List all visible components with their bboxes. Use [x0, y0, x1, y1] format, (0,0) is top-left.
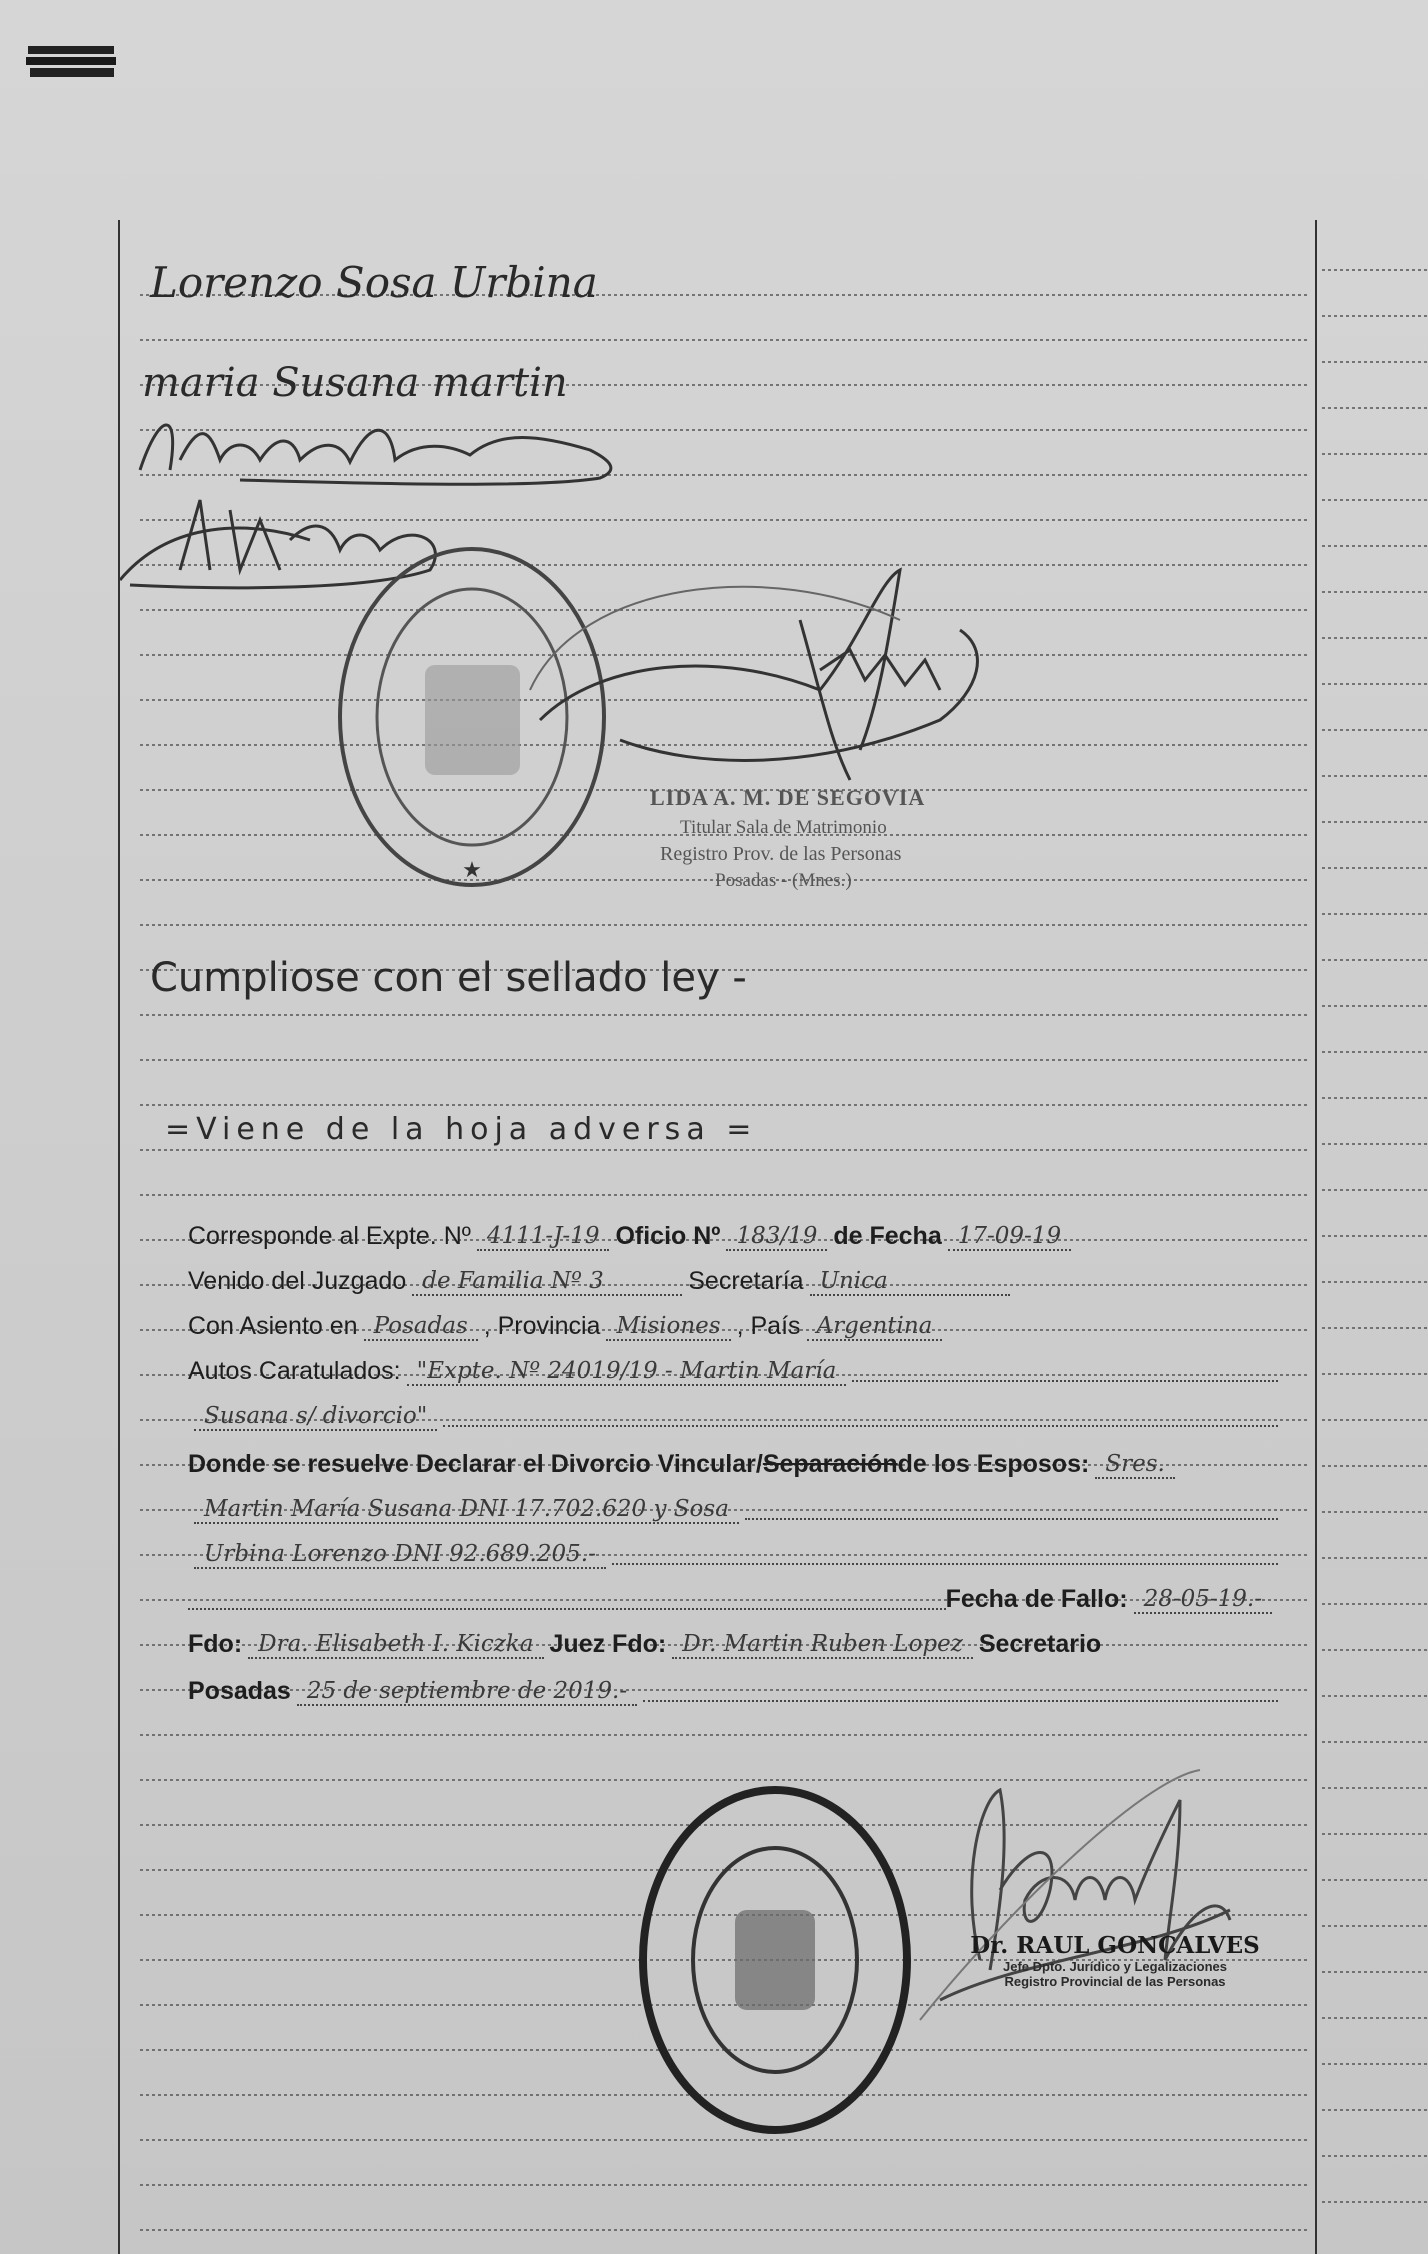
goncalves-block [955, 1932, 1275, 1989]
goncalves-name: Dr. RAUL GONCALVES [970, 1932, 1260, 1959]
form-row-firmas [188, 1623, 1278, 1659]
value-expte: 4111-J-19 [477, 1223, 610, 1251]
label-oficio: Oficio Nº [615, 1222, 721, 1250]
label-fecha: de Fecha [833, 1222, 942, 1250]
value-secretario: Dr. Martin Ruben Lopez [672, 1631, 973, 1659]
label-fdo: Fdo: [188, 1630, 243, 1658]
value-provincia: Misiones [606, 1313, 730, 1341]
label-secretaria: Secretaría [688, 1267, 804, 1295]
label-juez: Juez Fdo: [549, 1630, 667, 1658]
value-juzgado: de Familia Nº 3 [412, 1268, 682, 1296]
dotted-leader [643, 1699, 1278, 1702]
form-row-asiento [188, 1305, 1278, 1341]
signature-maria-text: maria Susana martin [142, 360, 568, 406]
label-provincia: , Provincia [483, 1312, 601, 1340]
value-secretaria: Unica [810, 1268, 1010, 1296]
value-autos: "Expte. Nº 24019/19 - Martin María [407, 1358, 847, 1386]
redacted-mark [26, 42, 118, 82]
segovia-title2: Registro Prov. de las Personas [660, 843, 902, 865]
value-esposos: Sres. [1095, 1451, 1174, 1479]
label-separacion: Separación [762, 1450, 898, 1478]
form-row-autos [188, 1350, 1278, 1386]
goncalves-title2: Registro Provincial de las Personas [1004, 1974, 1226, 1989]
label-resuelve: Donde se resuelve Declarar el Divorcio Vincular/ [188, 1450, 763, 1478]
dotted-leader [188, 1607, 946, 1610]
form-row-autos-cont [188, 1395, 1278, 1431]
form-row-posadas [188, 1670, 1278, 1706]
signature-mercedes [120, 400, 640, 490]
value-juez: Dra. Elisabeth I. Kiczka [248, 1631, 543, 1659]
form-row-expte [188, 1215, 1077, 1251]
dotted-leader [745, 1517, 1278, 1520]
value-autos-cont: Susana s/ divorcio" [194, 1403, 437, 1431]
note-viene: =Viene de la hoja adversa = [165, 1112, 758, 1147]
value-fecha: 17-09-19 [948, 1223, 1071, 1251]
value-pais: Argentina [807, 1313, 943, 1341]
margin-ruled-lines [1322, 240, 1428, 2240]
form-row-juzgado [188, 1260, 1278, 1296]
form-row-resuelve [188, 1443, 1278, 1479]
value-esposos-cont: Martin María Susana DNI 17.702.620 y Sosa [194, 1496, 739, 1524]
form-row-esposos-cont [188, 1488, 1278, 1524]
segovia-title1: Titular Sala de Matrimonio [680, 817, 887, 838]
value-posadas: 25 de septiembre de 2019.- [297, 1678, 637, 1706]
dotted-leader [612, 1562, 1278, 1565]
label-pais: , País [736, 1312, 801, 1340]
form-row-esposos-cont2 [188, 1533, 1278, 1569]
dotted-leader [443, 1424, 1278, 1427]
segovia-name: LIDA A. M. DE SEGOVIA [650, 785, 926, 810]
label-expte: Corresponde al Expte. Nº [188, 1222, 471, 1250]
label-juzgado: Venido del Juzgado [188, 1267, 407, 1295]
signature-goncalves [900, 1760, 1260, 2080]
note-sellado: Cumpliose con el sellado ley - [150, 955, 747, 1001]
label-secretario: Secretario [978, 1630, 1102, 1658]
goncalves-title1: Jefe Dpto. Jurídico y Legalizaciones [1003, 1959, 1227, 1974]
seal-registro-provincial [635, 1780, 915, 2140]
value-esposos-cont2: Urbina Lorenzo DNI 92.689.205.- [194, 1541, 606, 1569]
value-asiento: Posadas [364, 1313, 478, 1341]
dotted-leader [852, 1379, 1278, 1382]
segovia-title3: Posadas - (Mnes.) [715, 870, 852, 891]
label-autos: Autos Caratulados: [188, 1357, 401, 1385]
label-asiento: Con Asiento en [188, 1312, 358, 1340]
svg-text:★: ★ [462, 857, 482, 882]
signature-lorenzo-text: Lorenzo Sosa Urbina [150, 258, 598, 307]
form-row-fallo [188, 1578, 1278, 1614]
label-posadas: Posadas [188, 1677, 291, 1705]
value-oficio: 183/19 [726, 1223, 827, 1251]
label-fallo: Fecha de Fallo: [945, 1585, 1128, 1613]
label-esposos: de los Esposos: [897, 1450, 1090, 1478]
value-fallo: 28-05-19.- [1134, 1586, 1272, 1614]
